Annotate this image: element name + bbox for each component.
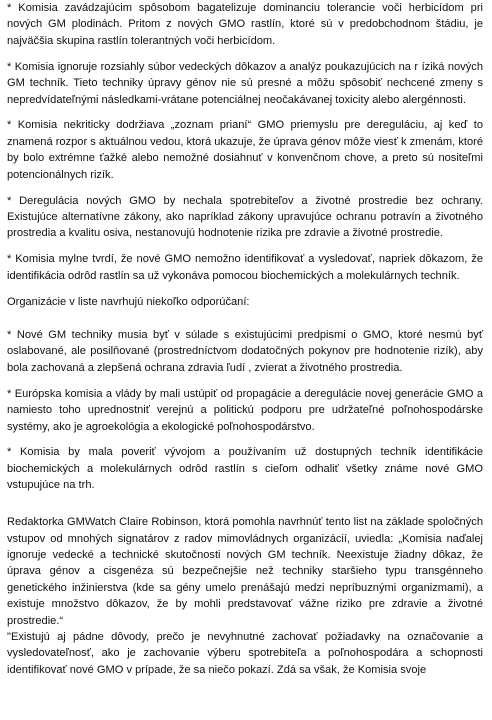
paragraph-herbicide-tolerance: * Komisia zavádzajúcim spôsobom bagatelizuje dominanciu tolerancie voči herbicídom pri nových GM plodinách. Pritom z nových GMO rastlín, ktoré sú v predobchodnom štádiu, je najväčšia skupina rastlín tolerantných voči herbicídom. [7, 2, 483, 47]
paragraph-identification: * Komisia mylne tvrdí, že nové GMO nemožno identifikovať a vysledovať, napriek dôkazom, že identifikácia odrôd rastlín sa už vykonáva pomocou biochemických a molekulárnych techník. [7, 253, 483, 282]
closing-quote-labeling: "Existujú aj pádne dôvody, prečo je nevyhnutné zachovať požiadavky na označovanie a vysledovateľnosť, ako je zachovanie výberu spotrebiteľa a poľnohospodára a schopnosti identifikovať nové GMO v prípade, že sa niečo pokazí. Zdá sa však, že Komisia svoje [7, 631, 483, 676]
recommendations-heading: Organizácie v liste navrhujú niekoľko odporúčaní: [7, 295, 250, 308]
spacer [7, 503, 483, 514]
document-page [7, 0, 483, 678]
closing-quote-robinson: Redaktorka GMWatch Claire Robinson, ktorá pomohla navrhnúť tento list na základe spoločných vstupov od mnohých signatárov z radov mimovládnych organizácií, uviedla: „Komisia naďalej ignoruje vedecké a technické skutočnosti nových GM techník. Neexistuje žiadny dôkaz, že úprava génov a cisgenéza sú bezpečnejšie než techniky staršieho typu transgénneho genetického inžinierstva (kde sa gény umelo prenášajú medzi nepríbuznými organizmami), a existuje množstvo dôkazov, že by mohli predstavovať vážne riziko pre zdravie a životné prostredie.“ [7, 516, 483, 627]
paragraph-deregulation: * Deregulácia nových GMO by nechala spotrebiteľov a životné prostredie bez ochrany. Existujúce alternatívne zákony, ako napríklad zákony upravujúce ochranu potravín a životného prostredia a kvalitu osiva, nestanovujú hodnotenie rizika pre zdravie a životné prostredie. [7, 194, 483, 240]
recommendation-item: * Komisia by mala poveriť vývojom a používaním už dostupných techník identifikácie biochemických a molekulárnych odrôd rastlín s cieľom odhaliť všetky známe nové GMO vstupujúce na trh. [7, 446, 483, 492]
paragraph-wish-list: * Komisia nekriticky dodržiava „zoznam prianí“ GMO priemyslu pre dereguláciu, aj keď to znamená rozpor s aktuálnou vedou, ktorá ukazuje, že úprava génov môže viesť k zmenám, ktoré by bolo extrémne ťažké alebo nemožné dosiahnuť v konvenčnom chove, a preto sú nositeľmi potencionálnych rizík. [7, 119, 483, 181]
recommendation-item: * Európska komisia a vlády by mali ustúpiť od propagácie a deregulácie novej generácie GMO a namiesto toho uprednostniť verejnú a politickú podporu pre udržateľné poľnohospodárske systémy, ako je agroekológia a ekologické poľnohospodárstvo. [7, 387, 483, 433]
recommendation-item: * Nové GM techniky musia byť v súlade s existujúcimi predpismi o GMO, ktoré nesmú byť oslabované, ale posilňované (prostredníctvom dodatočných pokynov pre hodnotenie rizík), aby bola zachovaná a zlepšená ochrana zdravia ľudí , zvierat a životného prostredia. [7, 329, 483, 374]
paragraph-ignored-evidence: * Komisia ignoruje rozsiahly súbor vedeckých dôkazov a analýz poukazujúcich na r íziká nových GM techník. Tieto techniky úpravy génov nie sú presné a môžu spôsobiť nechcené zmeny s nepredvídateľnými následkami-vrátane potenciálnej neočakávanej toxicity alebo alergénnosti. [7, 60, 483, 106]
